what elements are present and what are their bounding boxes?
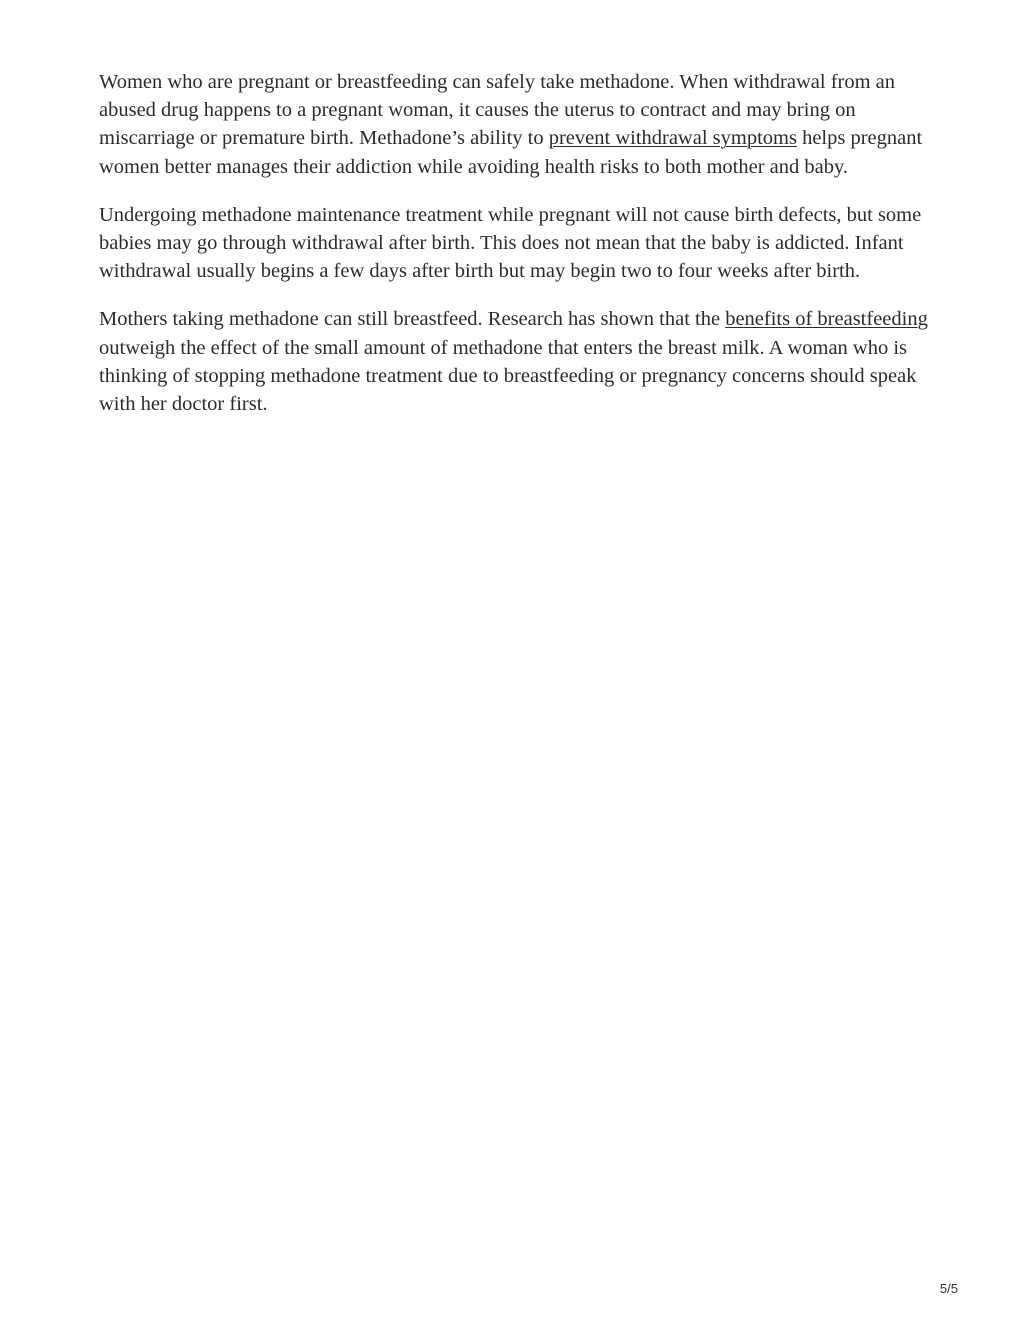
prevent-withdrawal-symptoms-link[interactable]: prevent withdrawal symptoms xyxy=(548,127,797,150)
page-number: 5/5 xyxy=(939,1281,958,1296)
paragraph-text: helps pregnant women better manages their addiction while avoiding health risks to both mother and baby. xyxy=(99,127,923,178)
paragraph-infant-withdrawal xyxy=(99,201,929,286)
paragraph-text: Undergoing methadone maintenance treatment while pregnant will not cause birth defects, but some babies may go through withdrawal after birth. This does not mean that the baby is addicted. Infant withdrawal usually begins a few days after birth but may begin two to four weeks after birth. xyxy=(99,203,922,283)
article-body xyxy=(99,68,929,438)
paragraph-text: Mothers taking methadone can still breastfeed. Research has shown that the xyxy=(99,308,726,331)
paragraph-breastfeeding xyxy=(99,305,929,418)
paragraph-text: Women who are pregnant or breastfeeding can safely take methadone. When withdrawal from an abused drug happens to a pregnant woman, it causes the uterus to contract and may bring on miscarriage or premature birth. Methadone’s ability to xyxy=(99,71,896,150)
paragraph-pregnancy-safety xyxy=(99,68,929,181)
paragraph-text: outweigh the effect of the small amount of methadone that enters the breast milk. A woman who is thinking of stopping methadone treatment due to breastfeeding or pregnancy concerns should speak with her doctor first. xyxy=(99,336,917,416)
benefits-of-breastfeeding-link[interactable]: benefits of breastfeeding xyxy=(725,308,928,331)
